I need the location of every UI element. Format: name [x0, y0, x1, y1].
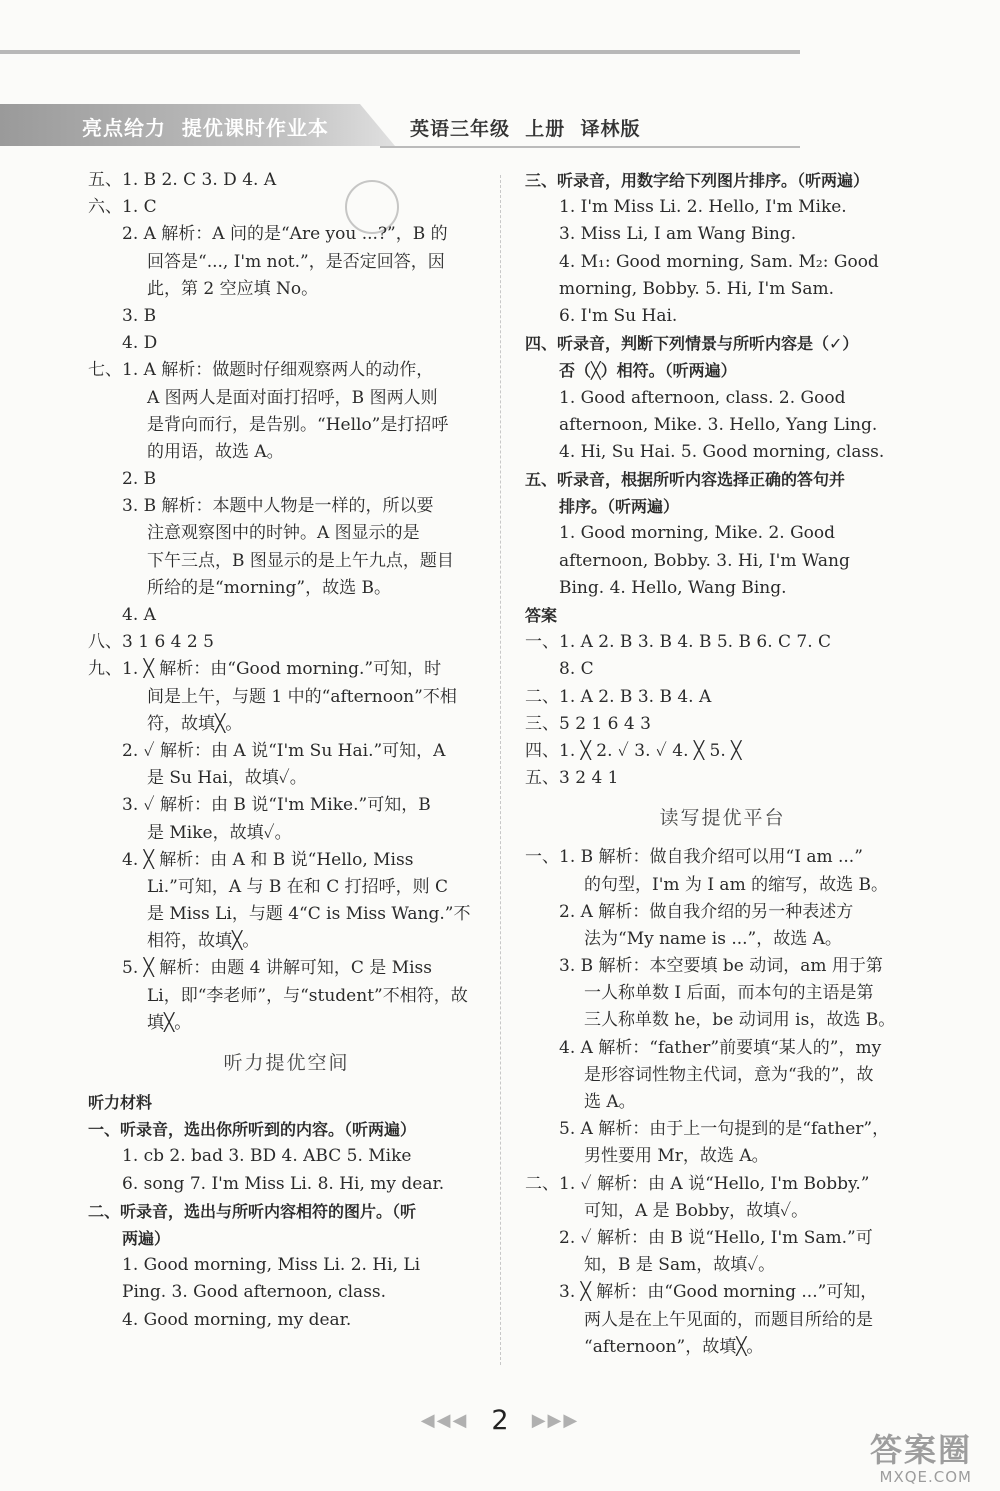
answer-line: 4. ╳ 解析：由 A 和 B 说“Hello, Miss [122, 849, 414, 870]
answer-line: 可知，A 是 Bobby，故填✓。 [584, 1200, 809, 1221]
column-divider [500, 175, 502, 1365]
answer-line: 1. Good morning, Mike. 2. Good [559, 523, 836, 544]
answer-line: 4. A [122, 605, 156, 625]
answer-line: 2. A 解析：做自我介绍的另一种表述方 [559, 901, 854, 922]
answer-line: 符，故填╳。 [147, 713, 243, 734]
answer-line: 三、5 2 1 6 4 3 [525, 713, 651, 734]
answer-line: afternoon, Mike. 3. Hello, Yang Ling. [559, 414, 878, 435]
answer-line: 五、1. B 2. C 3. D 4. A [88, 170, 277, 190]
answer-line: 4. Good morning, my dear. [122, 1309, 352, 1330]
answer-line: 一人称单数 I 后面，而本句的主语是第 [584, 983, 874, 1004]
answer-line: 八、3 1 6 4 2 5 [88, 632, 214, 653]
page-number: 2 [491, 1405, 509, 1436]
section-heading: 两遍） [122, 1228, 171, 1248]
answer-line: 三人称单数 he，be 动词用 is，故选 B。 [584, 1010, 896, 1031]
answer-line: A 图两人是面对面打招呼，B 图两人则 [147, 387, 438, 408]
answer-line: 填╳。 [147, 1012, 192, 1033]
answer-line: 3. Miss Li, I am Wang Bing. [559, 224, 797, 245]
section-heading: 排序。（听两遍） [559, 497, 680, 517]
answer-line: 1. Good morning, Miss Li. 2. Hi, Li [122, 1255, 421, 1276]
section-heading: 三、听录音，用数字给下列图片排序。（听两遍） [525, 171, 870, 190]
section-heading: 二、听录音，选出与所听内容相符的图片。（听 [88, 1201, 417, 1221]
section-heading: 一、听录音，选出你所听到的内容。（听两遍） [88, 1120, 417, 1140]
watermark-logo: 答案圈 [869, 1431, 972, 1469]
answer-line: 是 Miss Li，与题 4“C is Miss Wang.”不 [147, 904, 471, 925]
answer-line: 的句型，I'm 为 I am 的缩写，故选 B。 [584, 874, 888, 895]
answer-line: 一、1. A 2. B 3. B 4. B 5. B 6. C 7. C [525, 632, 832, 653]
answer-line: 8. C [559, 659, 594, 680]
series-title: 亮点给力 提优课时作业本 [82, 116, 329, 140]
section-heading: 否（╳）相符。（听两遍） [559, 361, 737, 381]
answer-line: 4. A 解析：“father”前要填“某人的”，my [559, 1037, 882, 1058]
answer-line: 五、3 2 4 1 [525, 768, 619, 789]
watermark [812, 1432, 972, 1487]
answer-line: 九、1. ╳ 解析：由“Good morning.”可知，时 [88, 659, 442, 680]
section-heading: 五、听录音，根据所听内容选择正确的答句并 [525, 470, 846, 490]
answer-line: 3. B 解析：本空要填 be 动词，am 用于第 [559, 956, 883, 977]
answer-line: 法为“My name is ...”，故选 A。 [584, 928, 842, 949]
answer-line: 此，第 2 空应填 No。 [147, 278, 319, 299]
answer-line: 1. I'm Miss Li. 2. Hello, I'm Mike. [559, 197, 847, 218]
next-arrows-icon: ▶▶▶ [531, 1410, 580, 1431]
section-title: 听力提优空间 [223, 1052, 350, 1074]
right-column [525, 167, 920, 1361]
answer-line: 的用语，故选 A。 [147, 441, 284, 462]
section-title: 读写提优平台 [659, 807, 786, 830]
answer-line: 2. ✓ 解析：由 B 说“Hello, I'm Sam.”可 [559, 1227, 873, 1248]
answer-line: 选 A。 [584, 1092, 636, 1112]
prev-arrows-icon: ◀◀◀ [420, 1410, 469, 1431]
answer-line: “afternoon”，故填╳。 [584, 1336, 764, 1357]
answer-line: 相符，故填╳。 [147, 931, 260, 952]
answer-line: 间是上午，与题 1 中的“afternoon”不相 [147, 686, 457, 707]
answer-line: 4. D [122, 333, 158, 354]
answer-line: 2. B [122, 469, 157, 490]
answer-line: 二、1. ✓ 解析：由 A 说“Hello, I'm Bobby.” [525, 1173, 870, 1194]
answer-line: Bing. 4. Hello, Wang Bing. [559, 577, 787, 598]
answer-line: 5. ╳ 解析：由题 4 讲解可知，C 是 Miss [122, 958, 432, 979]
top-rule [0, 50, 800, 54]
answer-line: 下午三点，B 图显示的是上午九点，题目 [147, 550, 454, 571]
answer-line: Li.”可知，A 与 B 在和 C 打招呼，则 C [147, 876, 449, 897]
answer-line: 6. song 7. I'm Miss Li. 8. Hi, my dear. [122, 1173, 445, 1194]
answer-line: 4. Hi, Su Hai. 5. Good morning, class. [559, 441, 885, 462]
answer-line: 七、1. A 解析：做题时仔细观察两人的动作， [88, 360, 434, 381]
answer-line: 注意观察图中的时钟。A 图显示的是 [147, 523, 420, 544]
answer-line: 知，B 是 Sam，故填✓。 [584, 1255, 776, 1276]
watermark-url: MXQE.COM [879, 1468, 972, 1486]
answer-line: 是 Su Hai，故填✓。 [147, 768, 307, 789]
answer-line: 回答是“..., I'm not.”，是否定回答，因 [147, 251, 445, 272]
answer-line: morning, Bobby. 5. Hi, I'm Sam. [559, 278, 835, 299]
answer-line: 3. ╳ 解析：由“Good morning ...”可知， [559, 1282, 878, 1303]
answer-line: 二、1. A 2. B 3. B 4. A [525, 686, 712, 707]
answer-line: 两人是在上午见面的，而题目所给的是 [584, 1309, 873, 1330]
answer-line: 3. B [122, 305, 157, 326]
left-column [88, 167, 485, 1334]
answer-line: 六、1. C [88, 197, 157, 218]
answer-line: 是背向而行，是告别。“Hello”是打招呼 [147, 414, 449, 435]
answer-line: 一、1. B 解析：做自我介绍可以用“I am ...” [525, 847, 863, 868]
answer-line: 3. B 解析：本题中人物是一样的，所以要 [122, 496, 434, 517]
answer-line: 男性要用 Mr，故选 A。 [584, 1146, 769, 1167]
answer-line: Ping. 3. Good afternoon, class. [122, 1282, 387, 1303]
answer-line: 3. ✓ 解析：由 B 说“I'm Mike.”可知，B [122, 795, 431, 816]
answer-line: 所给的是“morning”，故选 B。 [147, 577, 391, 598]
answer-line: 6. I'm Su Hai. [559, 305, 678, 326]
answer-line: 4. M₁: Good morning, Sam. M₂: Good [559, 251, 879, 272]
section-heading: 答案 [525, 606, 558, 625]
answer-line: 四、1. ╳ 2. ✓ 3. ✓ 4. ╳ 5. ╳ [525, 740, 742, 761]
answer-line: 是形容词性物主代词，意为“我的”，故 [584, 1064, 874, 1085]
header-underline [380, 146, 800, 148]
answer-line: 1. Good afternoon, class. 2. Good [559, 387, 846, 408]
answer-line: 2. A 解析：A 问的是“Are you ...?”，B 的 [122, 224, 448, 245]
answer-line: Li，即“李老师”，与“student”不相符，故 [147, 985, 468, 1006]
answer-line: 5. A 解析：由于上一句提到的是“father”， [559, 1119, 890, 1140]
answer-line: afternoon, Bobby. 3. Hi, I'm Wang [559, 550, 850, 571]
answer-line: 1. cb 2. bad 3. BD 4. ABC 5. Mike [122, 1146, 412, 1167]
section-heading: 四、听录音，判断下列情景与所听内容是（✓） [525, 334, 859, 354]
answer-line: 2. ✓ 解析：由 A 说“I'm Su Hai.”可知，A [122, 740, 446, 761]
answer-line: 是 Mike，故填✓。 [147, 822, 292, 843]
section-heading: 听力材料 [88, 1093, 153, 1112]
book-info: 英语三年级 上册 译林版 [410, 118, 641, 140]
